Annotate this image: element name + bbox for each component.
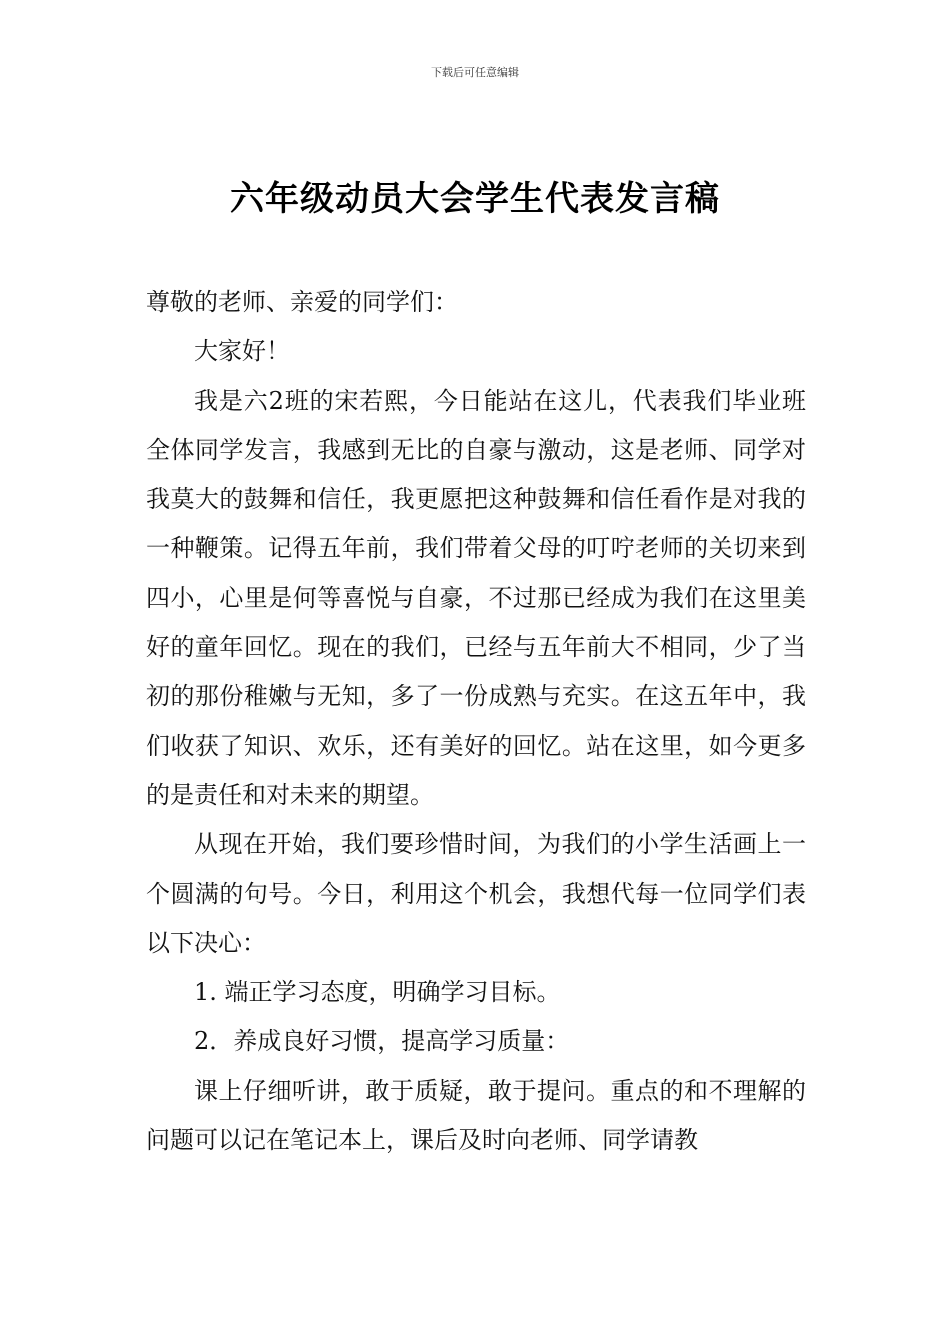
greeting: 大家好！ (194, 337, 290, 366)
paragraph: 我是六2班的宋若熙，今日能站在这儿，代表我们毕业班全体同学发言，我感到无比的自豪与激动，这是老师、同学对我莫大的鼓舞和信任，我更愿把这种鼓舞和信任看作是对我的一种鞭策。记得五年前，我们带着父母的叮咛老师的关切来到四小，心里是何等喜悦与自豪，不过那已经成为我们在这里美好的童年回忆。现在的我们，已经与五年前大不相同，少了当初的那份稚嫩与无知，多了一份成熟与充实。在这五年中，我们收获了知识、欢乐，还有美好的回忆。站在这里，如今更多的是责任和对未来的期望。 (146, 386, 806, 809)
salutation: 尊敬的老师、亲爱的同学们： (146, 288, 458, 316)
list-item: 1. 端正学习态度，明确学习目标。 (194, 978, 561, 1007)
paragraph: 从现在开始，我们要珍惜时间，为我们的小学生活画上一个圆满的句号。今日，利用这个机会，我想代每一位同学们表以下决心： (146, 830, 806, 957)
paragraph: 课上仔细听讲，敢于质疑，敢于提问。重点的和不理解的问题可以记在笔记本上，课后及时向老师、同学请教 (146, 1076, 806, 1155)
header-note: 下载后可任意编辑 (431, 66, 519, 79)
document-body (146, 278, 806, 1165)
document-title: 六年级动员大会学生代表发言稿 (230, 179, 720, 219)
list-item: 2．养成良好习惯，提高学习质量： (194, 1027, 570, 1056)
